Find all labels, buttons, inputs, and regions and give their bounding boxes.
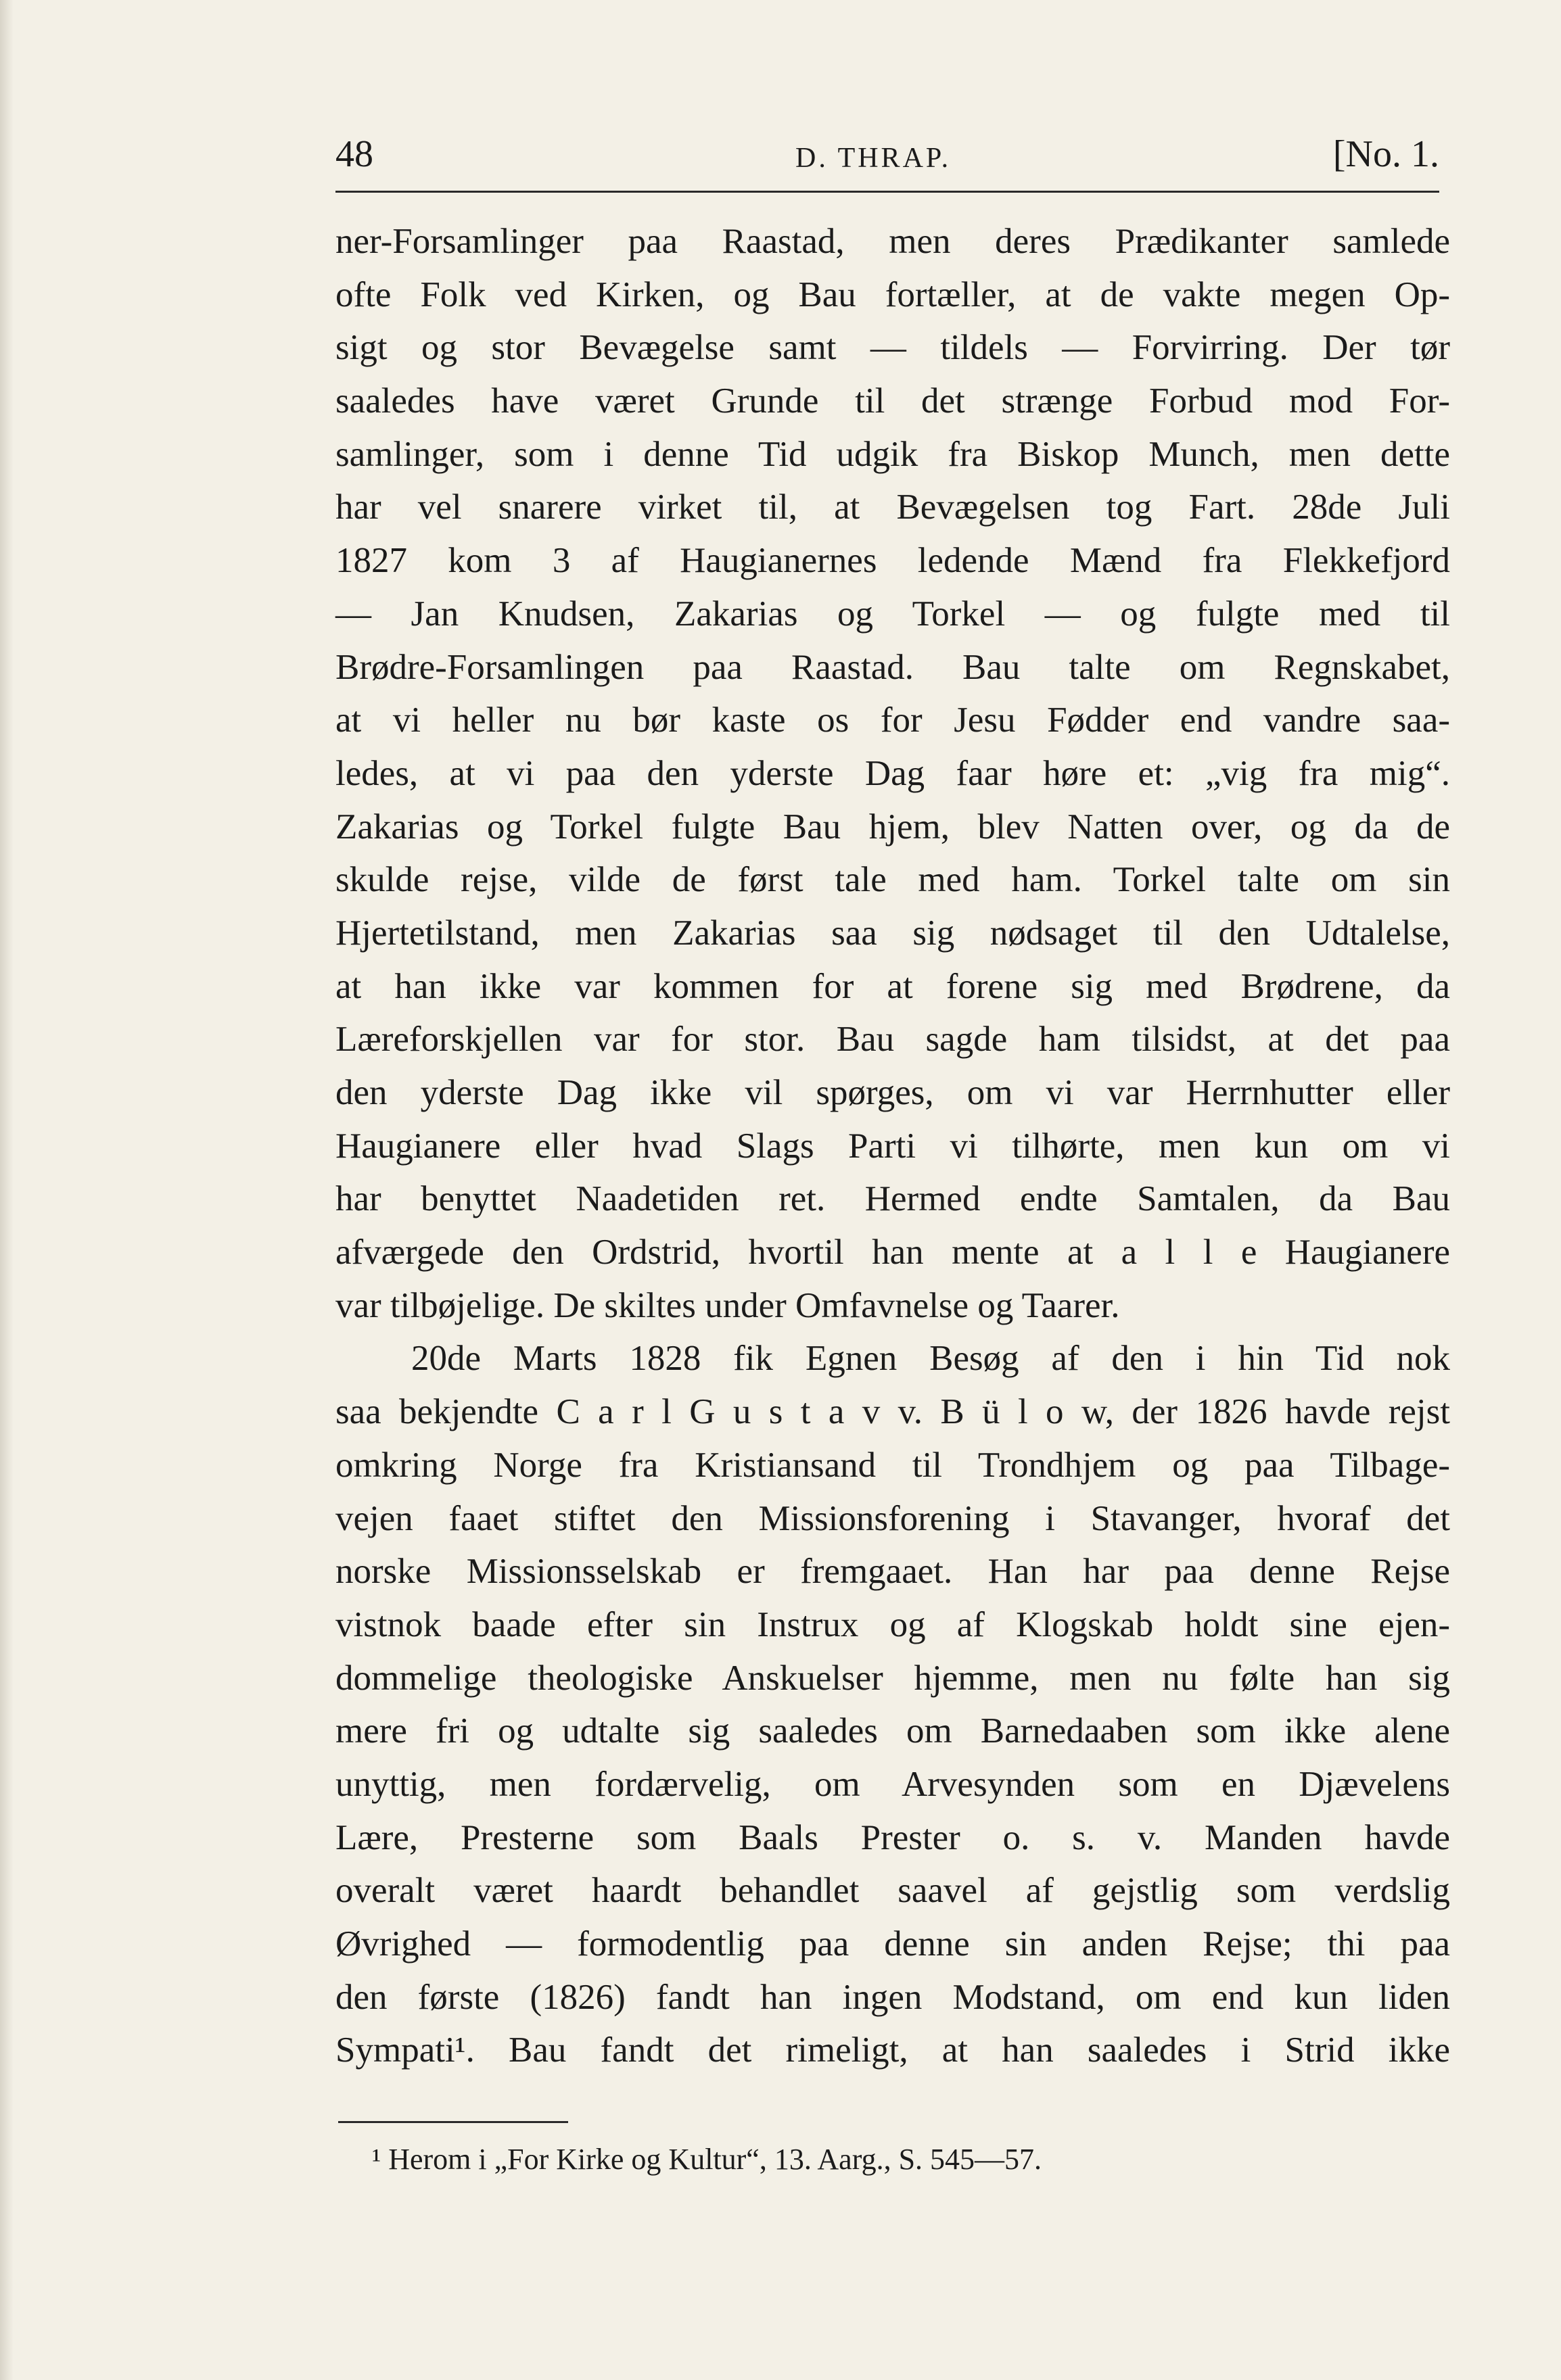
text-line: afværgede den Ordstrid, hvortil han mente at a l l e Haugianere [335, 1233, 1450, 1272]
text-line: omkring Norge fra Kristiansand til Trondhjem og paa Tilbage- [335, 1445, 1450, 1485]
page-number: 48 [335, 133, 373, 175]
paragraph-end-line: var tilbøjelige. De skiltes under Omfavnelse og Taarer. [335, 1285, 1120, 1325]
text-line: vistnok baade efter sin Instrux og af Klogskab holdt sine ejen- [335, 1604, 1450, 1644]
text-line: Lære, Presterne som Baals Prester o. s. v. Manden havde [335, 1817, 1450, 1857]
text-line: den yderste Dag ikke vil spørges, om vi var Herrnhutter eller [335, 1073, 1450, 1112]
running-head: D. THRAP. [795, 143, 952, 174]
page-header [335, 127, 1439, 181]
text-line: dommelige theologiske Anskuelser hjemme, men nu følte han sig [335, 1658, 1450, 1698]
text-line: Brødre-Forsamlingen paa Raastad. Bau talte om Regnskabet, [335, 647, 1450, 687]
text-line: at han ikke var kommen for at forene sig med Brødrene, da [335, 966, 1450, 1006]
text-line: saa bekjendte C a r l G u s t a v v. B ü l o w, der 1826 havde rejst [335, 1392, 1450, 1432]
text-line: at vi heller nu bør kaste os for Jesu Fødder end vandre saa- [335, 700, 1450, 740]
text-line: unyttig, men fordærvelig, om Arvesynden som en Djævelens [335, 1764, 1450, 1804]
text-line: norske Missionsselskab er fremgaaet. Han har paa denne Rejse [335, 1552, 1450, 1592]
text-line: ner-Forsamlinger paa Raastad, men deres Prædikanter samlede [335, 222, 1450, 261]
text-line: vejen faaet stiftet den Missionsforening i Stavanger, hvoraf det [335, 1498, 1450, 1538]
text-line: har benyttet Naadetiden ret. Hermed endte Samtalen, da Bau [335, 1179, 1450, 1219]
text-line: mere fri og udtalte sig saaledes om Barnedaaben som ikke alene [335, 1711, 1450, 1751]
body-text [335, 215, 1450, 2077]
text-line: har vel snarere virket til, at Bevægelsen tog Fart. 28de Juli [335, 487, 1450, 527]
text-line: den første (1826) fandt han ingen Modstand, om end kun liden [335, 1977, 1450, 2017]
text-line: Sympati¹. Bau fandt det rimeligt, at han saaledes i Strid ikke [335, 2030, 1450, 2070]
footnote-rule [338, 2121, 568, 2123]
page-edge-shadow [0, 0, 14, 2380]
text-line: 1827 kom 3 af Haugianernes ledende Mænd fra Flekkefjord [335, 541, 1450, 581]
text-line: Haugianere eller hvad Slags Parti vi tilhørte, men kun om vi [335, 1126, 1450, 1166]
issue-label: [No. 1. [1332, 133, 1439, 175]
paragraph-start-line: 20de Marts 1828 fik Egnen Besøg af den i hin Tid nok [411, 1339, 1450, 1379]
text-line: sigt og stor Bevægelse samt — tildels — Forvirring. Der tør [335, 328, 1450, 368]
text-line: ofte Folk ved Kirken, og Bau fortæller, at de vakte megen Op- [335, 275, 1450, 314]
text-line: saaledes have været Grunde til det strænge Forbud mod For- [335, 381, 1450, 421]
text-line: — Jan Knudsen, Zakarias og Torkel — og fulgte med til [335, 594, 1450, 634]
text-line: overalt været haardt behandlet saavel af gejstlig som verdslig [335, 1871, 1450, 1911]
text-line: ledes, at vi paa den yderste Dag faar høre et: „vig fra mig“. [335, 753, 1450, 793]
text-line: Hjertetilstand, men Zakarias saa sig nødsaget til den Udtalelse, [335, 913, 1450, 953]
text-line: Øvrighed — formodentlig paa denne sin anden Rejse; thi paa [335, 1924, 1450, 1964]
text-line: skulde rejse, vilde de først tale med ham. Torkel talte om sin [335, 860, 1450, 900]
text-line: Zakarias og Torkel fulgte Bau hjem, blev Natten over, og da de [335, 807, 1450, 847]
text-line: samlinger, som i denne Tid udgik fra Biskop Munch, men dette [335, 434, 1450, 474]
text-line: Læreforskjellen var for stor. Bau sagde ham tilsidst, at det paa [335, 1020, 1450, 1060]
footnote: ¹ Herom i „For Kirke og Kultur“, 13. Aarg., S. 545—57. [372, 2143, 1042, 2176]
header-rule [335, 191, 1439, 193]
